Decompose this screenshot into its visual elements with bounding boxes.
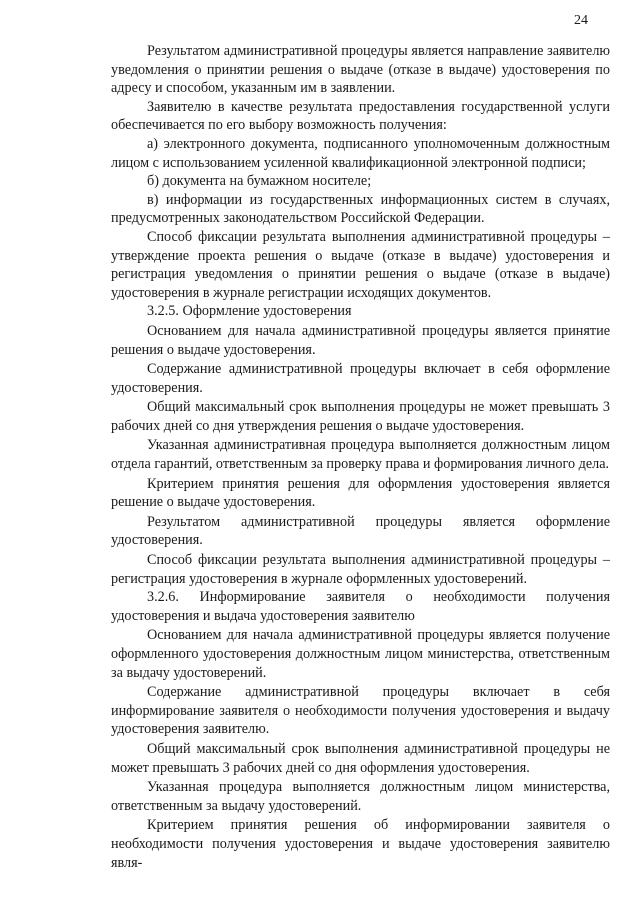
paragraph: Критерием принятия решения для оформления удостоверения является решение о выдаче удостоверения. (111, 475, 610, 511)
paragraph: Содержание административной процедуры включает в себя информирование заявителя о необходимости получения удостоверения и выдачу удостоверения заявителю. (111, 684, 610, 738)
paragraph: Способ фиксации результата выполнения административной процедуры – утверждение проекта решения о выдаче (отказе в выдаче) удостоверения и регистрация уведомления о принятии решения о выдаче (отказе в выдаче) удостоверения в журнале регистрации исходящих документов. (111, 228, 610, 301)
paragraph: Общий максимальный срок выполнения процедуры не может превышать 3 рабочих дней со дня утверждения решения о выдаче удостоверения. (111, 399, 610, 434)
paragraph: Указанная административная процедура выполняется должностным лицом отдела гарантий, ответственным за проверку права и формирования личного дела. (111, 437, 610, 473)
paragraph: Основанием для начала административной процедуры является получение оформленного удостоверения должностным лицом министерства, ответственным за выдачу удостоверений. (111, 627, 610, 681)
paragraph: Общий максимальный срок выполнения административной процедуры не может превышать 3 рабочих дней со дня оформления удостоверения. (111, 740, 610, 776)
paragraph: Результатом административной процедуры является направление заявителю уведомления о принятии решения о выдаче (отказе в выдаче) удостоверения по адресу и способом, указанным им в заявлении. (111, 43, 610, 97)
paragraph: Способ фиксации результата выполнения административной процедуры – регистрация удостоверения в журнале оформленных удостоверений. (111, 552, 610, 587)
paragraph: Основанием для начала административной процедуры является принятие решения о выдаче удостоверения. (111, 322, 610, 358)
paragraph: Содержание административной процедуры включает в себя оформление удостоверения. (111, 361, 610, 396)
section-heading-3-2-5: 3.2.5. Оформление удостоверения (147, 303, 352, 320)
paragraph: Указанная процедура выполняется должностным лицом министерства, ответственным за выдачу удостоверений. (111, 779, 610, 814)
list-item-a: а) электронного документа, подписанного уполномоченным должностным лицом с использованием усиленной квалификационной электронной подписи; (111, 135, 610, 171)
paragraph: Заявителю в качестве результата предоставления государственной услуги обеспечивается по его выбору возможность получения: (111, 98, 610, 134)
paragraph: Критерием принятия решения об информировании заявителя о необходимости получения удостоверения и выдаче удостоверения заявителю явля- (111, 817, 610, 871)
document-body (111, 42, 610, 872)
list-item-c: в) информации из государственных информационных систем в случаях, предусмотренных законодательством Российской Федерации. (111, 191, 610, 227)
page-number: 24 (574, 13, 588, 28)
paragraph: Результатом административной процедуры является оформление удостоверения. (111, 513, 610, 549)
section-heading-3-2-6: 3.2.6. Информирование заявителя о необходимости получения удостоверения и выдача удостоверения заявителю (111, 589, 610, 624)
list-item-b: б) документа на бумажном носителе; (147, 173, 372, 190)
